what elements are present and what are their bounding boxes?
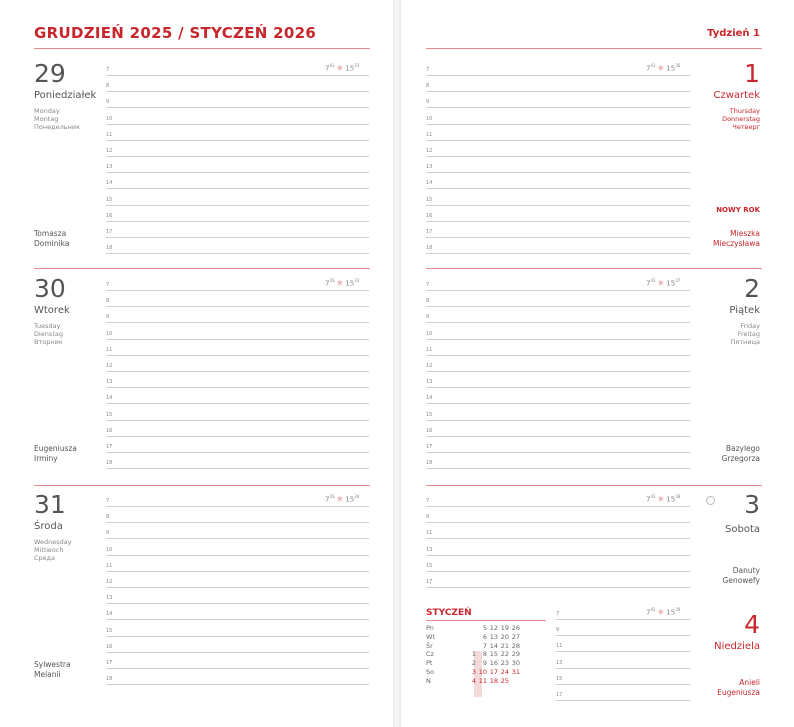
hour-line [426, 387, 690, 388]
hour-label: 17 [106, 229, 113, 235]
page-title: GRUDZIEŃ 2025 / STYCZEŃ 2026 [34, 24, 317, 42]
calendar-day: 28 [511, 641, 520, 650]
section-divider [426, 268, 762, 269]
sunrise-hour: 7 [646, 608, 651, 617]
hour-label: 14 [106, 611, 113, 618]
calendar-day: 11 [478, 676, 487, 685]
hour-label: 12 [106, 363, 113, 369]
hour-line [426, 221, 690, 222]
day-translation: Tuesday [34, 322, 61, 330]
calendar-day: 18 [489, 676, 498, 685]
sunrise-min: 43 [650, 278, 656, 283]
hour-line [426, 355, 690, 356]
hour-label: 17 [556, 692, 563, 698]
hour-label: 18 [426, 460, 433, 467]
calendar-day: 3 [471, 668, 476, 676]
hour-line [106, 587, 369, 588]
day-name: Niedziela [714, 641, 760, 652]
calendar-day: 5 [482, 624, 487, 632]
hour-line [556, 635, 690, 636]
day-name: Środa [34, 521, 63, 532]
hour-label: 18 [106, 460, 113, 467]
hour-line [106, 468, 369, 469]
section-divider [34, 268, 370, 269]
hour-line [106, 538, 369, 539]
hour-line [426, 587, 690, 588]
hour-line [426, 172, 690, 173]
hour-label: 7 [106, 67, 110, 73]
hour-line [106, 140, 369, 141]
hour-line [106, 436, 369, 437]
mini-calendar-title: STYCZEŃ [426, 608, 472, 618]
calendar-day: 4 [471, 676, 476, 685]
calendar-day: 6 [482, 632, 487, 641]
hour-line [426, 538, 690, 539]
hour-line [556, 668, 690, 669]
sun-icon: ☼ [334, 495, 346, 504]
hour-label: 9 [426, 514, 430, 521]
hour-line [106, 571, 369, 572]
hour-label: 14 [106, 395, 113, 402]
hour-label: 8 [426, 298, 430, 305]
hour-line [106, 253, 369, 254]
hour-label: 9 [426, 314, 430, 321]
hour-label: 15 [106, 411, 113, 418]
sunrise-sunset [325, 494, 359, 503]
hour-line [106, 522, 369, 523]
nameday: Eugeniusza [34, 444, 77, 453]
sunset-hour: 15 [666, 495, 676, 504]
holiday-label: NOWY ROK [716, 206, 760, 214]
hour-label: 10 [106, 330, 113, 337]
hour-label: 13 [106, 379, 113, 386]
hour-label: 13 [426, 546, 433, 553]
hour-line [106, 506, 369, 507]
hour-label: 7 [426, 498, 430, 504]
sunset-hour: 15 [666, 608, 676, 617]
calendar-day: 10 [478, 668, 487, 676]
sun-icon: ☼ [655, 608, 667, 617]
hour-line [106, 188, 369, 189]
hour-label: 12 [106, 148, 113, 154]
week-label: Tydzień 1 [707, 28, 760, 39]
hour-line [106, 603, 369, 604]
hour-label: 17 [106, 444, 113, 450]
sunrise-hour: 7 [646, 279, 651, 288]
day-translation: Wednesday [34, 538, 72, 546]
day-number: 3 [744, 490, 760, 519]
weekday-label: N [426, 676, 431, 685]
hour-line [426, 205, 690, 206]
day-translation: Monday [34, 107, 60, 115]
sunrise-sunset [646, 63, 680, 72]
hour-line [426, 420, 690, 421]
sun-icon: ☼ [655, 279, 667, 288]
hour-label: 11 [426, 131, 433, 138]
sunset-hour: 15 [666, 279, 676, 288]
day-translation: Friday [740, 322, 760, 330]
sunrise-sunset [646, 278, 680, 287]
hour-label: 9 [106, 99, 110, 106]
sunset-min: 33 [354, 278, 360, 283]
calendar-day: 15 [489, 650, 498, 659]
hour-label: 11 [106, 131, 113, 138]
calendar-day: 8 [482, 650, 487, 659]
sunrise-hour: 7 [325, 279, 330, 288]
hour-label: 13 [106, 164, 113, 171]
calendar-day: 14 [489, 641, 498, 650]
sunrise-hour: 7 [325, 64, 330, 73]
hour-line [106, 403, 369, 404]
day-translation: Пятница [730, 338, 760, 346]
hour-label: 10 [426, 330, 433, 337]
hour-label: 17 [426, 579, 433, 585]
hour-line [556, 700, 690, 701]
sunrise-min: 42 [650, 607, 656, 612]
hour-line [106, 91, 369, 92]
day-translation: Четверг [732, 123, 760, 131]
hour-line [106, 555, 369, 556]
hour-line [106, 107, 369, 108]
calendar-day: 24 [500, 668, 509, 676]
hour-line [106, 652, 369, 653]
sunset-hour: 15 [345, 495, 355, 504]
sunrise-sunset [325, 278, 359, 287]
sunrise-min: 43 [650, 494, 656, 499]
hour-line [426, 452, 690, 453]
hour-label: 11 [426, 530, 433, 537]
hour-label: 15 [106, 196, 113, 203]
hour-line [106, 124, 369, 125]
calendar-day: 19 [500, 624, 509, 632]
hour-line [426, 506, 690, 507]
hour-line [106, 75, 369, 76]
hour-line [106, 290, 369, 291]
nameday: Mieszka [730, 229, 760, 238]
hour-line [426, 522, 690, 523]
hour-line [426, 91, 690, 92]
weekday-label: Śr [426, 641, 433, 650]
hour-label: 11 [426, 346, 433, 353]
hour-label: 7 [106, 282, 110, 288]
calendar-day: 20 [500, 632, 509, 641]
weekday-label: Pn [426, 624, 434, 632]
nameday: Bazylego [725, 444, 760, 453]
hour-label: 16 [426, 212, 433, 219]
sunrise-sunset [325, 63, 359, 72]
hour-line [106, 668, 369, 669]
hour-label: 11 [106, 562, 113, 569]
sunrise-hour: 7 [646, 495, 651, 504]
nameday: Tomasza [34, 229, 67, 238]
hour-label: 17 [426, 229, 433, 235]
sun-icon: ☼ [655, 64, 667, 73]
hour-label: 14 [426, 395, 433, 402]
hour-line [106, 221, 369, 222]
sunset-min: 36 [675, 63, 681, 68]
mini-calendar-row [426, 642, 520, 650]
hour-line [426, 339, 690, 340]
day-translation: Вторник [34, 338, 63, 346]
sunrise-hour: 7 [325, 495, 330, 504]
hour-label: 18 [426, 245, 433, 252]
hour-line [106, 339, 369, 340]
nameday: Genowefy [722, 576, 760, 585]
hour-line [426, 403, 690, 404]
hour-line [426, 75, 690, 76]
hour-line [106, 237, 369, 238]
sunset-min: 37 [675, 278, 681, 283]
hour-line [556, 684, 690, 685]
hour-label: 13 [426, 164, 433, 171]
hour-label: 7 [556, 611, 560, 617]
hour-label: 8 [106, 514, 110, 521]
calendar-day: 12 [489, 624, 498, 632]
hour-line [426, 555, 690, 556]
hour-label: 14 [426, 180, 433, 187]
hour-label: 16 [106, 212, 113, 219]
calendar-day: 31 [511, 668, 520, 676]
hour-label: 7 [426, 67, 430, 73]
hour-line [426, 468, 690, 469]
nameday: Melanii [34, 670, 61, 679]
hour-line [106, 371, 369, 372]
sunrise-min: 43 [329, 494, 335, 499]
hour-label: 18 [106, 245, 113, 252]
hour-line [106, 452, 369, 453]
sunrise-min: 43 [650, 63, 656, 68]
hour-line [426, 571, 690, 572]
hour-line [426, 306, 690, 307]
weekday-label: Wt [426, 632, 435, 641]
sunset-hour: 15 [345, 64, 355, 73]
day-number: 29 [34, 59, 66, 88]
sunset-min: 39 [675, 607, 681, 612]
day-translation: Mittwoch [34, 546, 64, 554]
mini-calendar-row [426, 677, 520, 685]
calendar-day: 27 [511, 632, 520, 641]
day-translation: Thursday [729, 107, 760, 115]
hour-label: 12 [426, 148, 433, 154]
calendar-day: 25 [500, 676, 509, 685]
moon-phase-icon [706, 496, 715, 505]
nameday: Eugeniusza [717, 688, 760, 697]
day-translation: Среда [34, 554, 56, 562]
hour-label: 9 [106, 314, 110, 321]
mini-calendar-row [426, 650, 520, 658]
hour-label: 15 [556, 675, 563, 682]
day-number: 30 [34, 274, 66, 303]
calendar-day: 7 [482, 641, 487, 650]
calendar-day: 29 [511, 650, 520, 659]
section-divider [426, 485, 762, 486]
hour-line [426, 290, 690, 291]
hour-line [426, 124, 690, 125]
section-divider [34, 48, 370, 49]
sunrise-min: 43 [329, 278, 335, 283]
day-translation: Donnerstag [722, 115, 760, 123]
day-translation: Понедельник [34, 123, 80, 131]
hour-label: 16 [426, 427, 433, 434]
weekday-label: Cz [426, 650, 434, 659]
hour-label: 14 [106, 180, 113, 187]
nameday: Mieczysława [712, 239, 760, 248]
sunrise-sunset [646, 607, 680, 616]
hour-label: 8 [426, 83, 430, 90]
hour-line [106, 636, 369, 637]
hour-line [426, 237, 690, 238]
hour-line [426, 140, 690, 141]
calendar-day: 30 [511, 659, 520, 668]
sun-icon: ☼ [334, 64, 346, 73]
sunrise-sunset [646, 494, 680, 503]
hour-line [426, 371, 690, 372]
hour-label: 16 [106, 427, 113, 434]
day-translation: Freitag [737, 330, 760, 338]
sunset-hour: 15 [345, 279, 355, 288]
sunset-min: 34 [354, 494, 360, 499]
hour-line [426, 322, 690, 323]
calendar-day: 9 [482, 659, 487, 668]
hour-label: 7 [426, 282, 430, 288]
hour-label: 13 [426, 379, 433, 386]
day-number: 1 [744, 59, 760, 88]
weekday-label: So [426, 668, 435, 676]
hour-label: 7 [106, 498, 110, 504]
section-divider [34, 485, 370, 486]
hour-line [106, 387, 369, 388]
hour-label: 10 [106, 115, 113, 122]
hour-line [426, 188, 690, 189]
mini-calendar-row [426, 633, 520, 641]
hour-label: 16 [106, 643, 113, 650]
calendar-day: 21 [500, 641, 509, 650]
nameday: Grzegorza [721, 454, 760, 463]
sunset-hour: 15 [666, 64, 676, 73]
sunrise-hour: 7 [646, 64, 651, 73]
calendar-day: 22 [500, 650, 509, 659]
hour-label: 17 [426, 444, 433, 450]
calendar-day: 13 [489, 632, 498, 641]
hour-label: 9 [426, 99, 430, 106]
hour-label: 9 [556, 627, 560, 634]
hour-label: 8 [106, 83, 110, 90]
day-number: 4 [744, 610, 760, 639]
hour-label: 15 [106, 627, 113, 634]
mini-calendar-row [426, 668, 520, 676]
hour-label: 12 [426, 363, 433, 369]
sun-icon: ☼ [655, 495, 667, 504]
hour-label: 15 [426, 562, 433, 569]
day-translation: Montag [34, 115, 59, 123]
nameday: Sylwestra [34, 660, 71, 669]
hour-line [106, 684, 369, 685]
hour-label: 8 [106, 298, 110, 305]
sunrise-min: 43 [329, 63, 335, 68]
hour-label: 13 [106, 595, 113, 602]
sunset-min: 38 [675, 494, 681, 499]
calendar-day: 1 [471, 650, 476, 659]
mini-calendar-row [426, 659, 520, 667]
hour-line [106, 205, 369, 206]
hour-label: 13 [556, 659, 563, 666]
day-name: Wtorek [34, 305, 70, 316]
hour-line [106, 156, 369, 157]
hour-label: 15 [426, 196, 433, 203]
nameday: Dominika [34, 239, 70, 248]
hour-line [556, 619, 690, 620]
hour-label: 18 [106, 676, 113, 683]
nameday: Danuty [732, 566, 760, 575]
day-name: Czwartek [713, 90, 760, 101]
mini-calendar-rule [426, 620, 546, 621]
hour-label: 10 [106, 546, 113, 553]
hour-line [426, 436, 690, 437]
day-name: Poniedziałek [34, 90, 97, 101]
hour-label: 17 [106, 660, 113, 666]
hour-line [106, 619, 369, 620]
sunset-min: 33 [354, 63, 360, 68]
hour-line [426, 253, 690, 254]
day-name: Piątek [729, 305, 760, 316]
hour-line [106, 420, 369, 421]
hour-line [106, 306, 369, 307]
nameday: Irminy [34, 454, 58, 463]
section-divider [426, 48, 762, 49]
hour-line [426, 156, 690, 157]
nameday: Anieli [739, 678, 760, 687]
hour-label: 15 [426, 411, 433, 418]
calendar-day: 23 [500, 659, 509, 668]
hour-label: 9 [106, 530, 110, 537]
hour-line [556, 651, 690, 652]
hour-label: 11 [106, 346, 113, 353]
day-number: 31 [34, 490, 66, 519]
hour-line [106, 355, 369, 356]
hour-line [106, 172, 369, 173]
day-number: 2 [744, 274, 760, 303]
page-gutter [393, 0, 401, 727]
calendar-day: 2 [471, 659, 476, 668]
day-name: Sobota [725, 524, 760, 535]
hour-line [106, 322, 369, 323]
calendar-day: 16 [489, 659, 498, 668]
weekday-label: Pt [426, 659, 433, 668]
mini-calendar-row [426, 624, 520, 632]
hour-line [426, 107, 690, 108]
hour-label: 11 [556, 643, 563, 650]
calendar-day: 26 [511, 624, 520, 632]
sun-icon: ☼ [334, 279, 346, 288]
calendar-day: 17 [489, 668, 498, 676]
hour-label: 10 [426, 115, 433, 122]
day-translation: Dienstag [34, 330, 63, 338]
hour-label: 12 [106, 579, 113, 585]
